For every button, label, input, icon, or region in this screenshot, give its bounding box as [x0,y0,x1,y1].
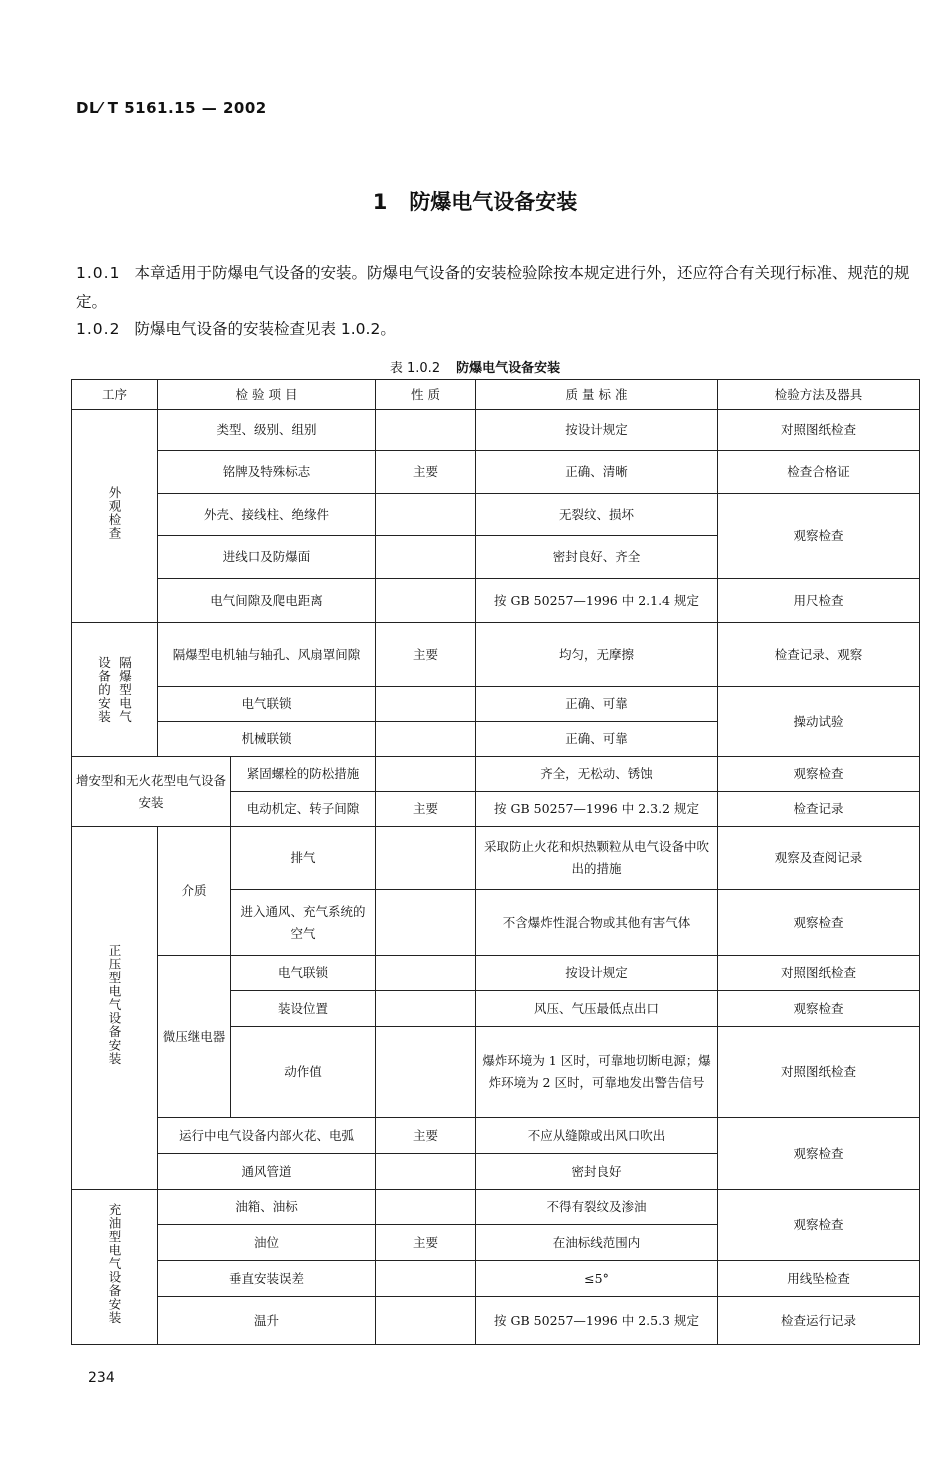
method-cell: 检查记录、观察 [718,623,920,687]
standard-cell: 不含爆炸性混合物或其他有害气体 [476,890,718,956]
table-title: 防爆电气设备安装 [456,361,561,376]
nature-cell [376,1261,476,1297]
nature-cell [376,1154,476,1190]
group-appearance: 外观检查 [72,410,158,623]
subgroup-medium: 介质 [158,827,231,956]
item-cell: 动作值 [231,1027,376,1118]
method-cell: 观察检查 [718,991,920,1027]
method-cell: 用线坠检查 [718,1261,920,1297]
chapter-title [0,186,950,216]
item-cell: 紧固螺栓的防松措施 [231,757,376,792]
table-row [72,451,920,494]
nature-cell [376,1027,476,1118]
chapter-number: 1 [372,190,388,214]
method-cell: 操动试验 [718,687,920,757]
item-cell: 油位 [158,1225,376,1261]
table-row [72,757,920,792]
header-item: 检 验 项 目 [158,380,376,410]
nature-cell: 主要 [376,623,476,687]
item-cell: 排气 [231,827,376,890]
standard-cell: 正确、可靠 [476,687,718,722]
item-cell: 铭牌及特殊标志 [158,451,376,494]
standard-cell: 按设计规定 [476,956,718,991]
table-row [72,1190,920,1225]
standard-cell: 正确、清晰 [476,451,718,494]
nature-cell [376,1297,476,1345]
standard-cell: 不得有裂纹及渗油 [476,1190,718,1225]
table-row [72,1261,920,1297]
standard-cell: 正确、可靠 [476,722,718,757]
table-row [72,579,920,623]
item-cell: 电气联锁 [158,687,376,722]
standard-cell: ≤5° [476,1261,718,1297]
clause-number: 1.0.2 [76,320,121,338]
header-process: 工序 [72,380,158,410]
standard-cell: 均匀，无摩擦 [476,623,718,687]
table-row [72,623,920,687]
nature-cell [376,827,476,890]
clause-1-0-2 [76,315,921,344]
header-standard: 质 量 标 准 [476,380,718,410]
method-cell: 检查运行记录 [718,1297,920,1345]
method-cell: 观察检查 [718,757,920,792]
item-cell: 机械联锁 [158,722,376,757]
nature-cell [376,579,476,623]
clause-1-0-1 [76,259,921,317]
method-cell: 观察及查阅记录 [718,827,920,890]
standard-cell: 齐全，无松动、锈蚀 [476,757,718,792]
clause-text: 本章适用于防爆电气设备的安装。防爆电气设备的安装检验除按本规定进行外，还应符合有关现行标准、规范的规定。 [76,264,910,311]
standard-cell: 不应从缝隙或出风口吹出 [476,1118,718,1154]
nature-cell: 主要 [376,792,476,827]
item-cell: 运行中电气设备内部火花、电弧 [158,1118,376,1154]
nature-cell: 主要 [376,1225,476,1261]
nature-cell [376,687,476,722]
standard-cell: 按 GB 50257—1996 中 2.1.4 规定 [476,579,718,623]
item-cell: 进入通风、充气系统的空气 [231,890,376,956]
item-cell: 隔爆型电机轴与轴孔、风扇罩间隙 [158,623,376,687]
table-row [72,687,920,722]
method-cell: 观察检查 [718,1118,920,1190]
nature-cell [376,890,476,956]
item-cell: 电动机定、转子间隙 [231,792,376,827]
method-cell: 对照图纸检查 [718,1027,920,1118]
table-row [72,494,920,536]
table-row [72,956,920,991]
group-oil-filled: 充油型电气设备安装 [72,1190,158,1345]
clause-text: 防爆电气设备的安装检查见表 1.0.2。 [134,320,396,338]
method-cell: 观察检查 [718,494,920,579]
nature-cell: 主要 [376,451,476,494]
chapter-title-text: 防爆电气设备安装 [409,190,578,214]
nature-cell [376,722,476,757]
table-header-row [72,380,920,410]
nature-cell [376,494,476,536]
nature-cell [376,536,476,579]
subgroup-relay: 微压继电器 [158,956,231,1118]
group-flameproof-inner: 隔爆型电气 [117,655,133,724]
method-cell: 对照图纸检查 [718,410,920,451]
item-cell: 垂直安装误差 [158,1261,376,1297]
standard-cell: 按设计规定 [476,410,718,451]
nature-cell [376,1190,476,1225]
page-number: 234 [88,1370,115,1386]
standard-cell: 无裂纹、损坏 [476,494,718,536]
standard-cell: 密封良好 [476,1154,718,1190]
nature-cell [376,991,476,1027]
item-cell: 油箱、油标 [158,1190,376,1225]
method-cell: 观察检查 [718,1190,920,1261]
item-cell: 外壳、接线柱、绝缘件 [158,494,376,536]
header-method: 检验方法及器具 [718,380,920,410]
method-cell: 对照图纸检查 [718,956,920,991]
nature-cell [376,956,476,991]
item-cell: 电气间隙及爬电距离 [158,579,376,623]
standard-cell: 按 GB 50257—1996 中 2.3.2 规定 [476,792,718,827]
item-cell: 通风管道 [158,1154,376,1190]
nature-cell [376,410,476,451]
table-caption [0,357,950,376]
standard-cell: 风压、气压最低点出口 [476,991,718,1027]
header-nature: 性 质 [376,380,476,410]
table-row [72,1297,920,1345]
group-increased-safety: 增安型和无火花型电气设备安装 [72,757,231,827]
method-cell: 检查合格证 [718,451,920,494]
clause-number: 1.0.1 [76,264,121,282]
table-row [72,827,920,890]
nature-cell [376,757,476,792]
standard-cell: 爆炸环境为 1 区时，可靠地切断电源；爆炸环境为 2 区时，可靠地发出警告信号 [476,1027,718,1118]
item-cell: 温升 [158,1297,376,1345]
standard-cell: 在油标线范围内 [476,1225,718,1261]
table-row [72,410,920,451]
standard-cell: 按 GB 50257—1996 中 2.5.3 规定 [476,1297,718,1345]
method-cell: 检查记录 [718,792,920,827]
group-pressurized: 正压型电气设备安装 [72,827,158,1190]
method-cell: 观察检查 [718,890,920,956]
standard-cell: 密封良好、齐全 [476,536,718,579]
group-flameproof [72,623,158,757]
table-row [72,1118,920,1154]
item-cell: 类型、级别、组别 [158,410,376,451]
standard-cell: 采取防止火花和炽热颗粒从电气设备中吹出的措施 [476,827,718,890]
nature-cell: 主要 [376,1118,476,1154]
group-flameproof-outer: 设备的安装 [96,655,112,724]
method-cell: 用尺检查 [718,579,920,623]
table-number: 表 1.0.2 [389,361,441,376]
standard-code: DL⁄ T 5161.15 — 2002 [76,99,267,117]
item-cell: 电气联锁 [231,956,376,991]
item-cell: 进线口及防爆面 [158,536,376,579]
item-cell: 装设位置 [231,991,376,1027]
inspection-table [71,379,920,1345]
